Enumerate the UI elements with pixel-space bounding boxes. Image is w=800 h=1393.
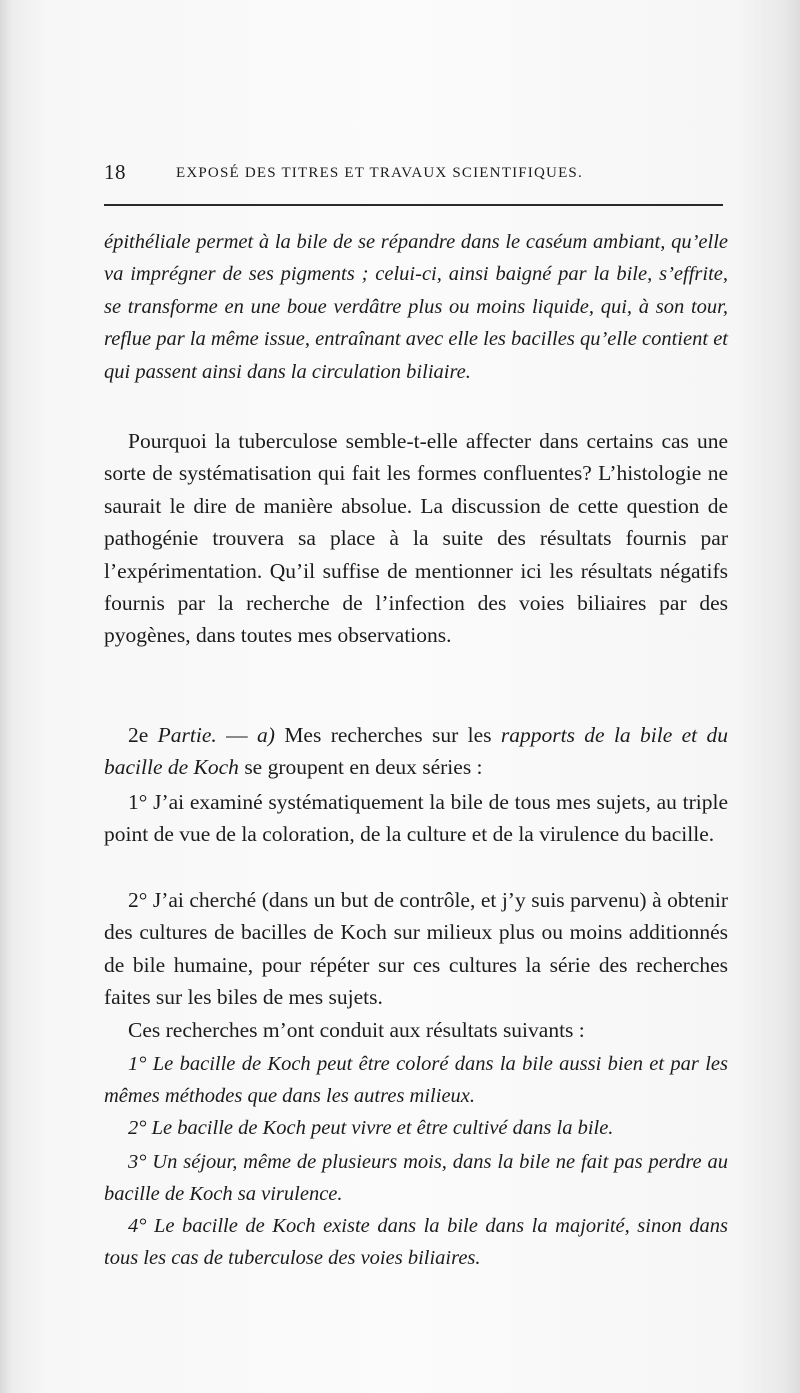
part-number: 2e — [128, 723, 149, 747]
paragraph-series-two: 2° J’ai cherché (dans un but de contrôle, et j’y suis parvenu) à obtenir des cultures de bacilles de Koch sur milieux plus ou moins additionnés de bile humaine, pour répéter sur ces cultures la série des recherches faites sur les biles de mes sujets. — [104, 888, 728, 1010]
result-item-4: 4° Le bacille de Koch existe dans la bile dans la majorité, sinon dans tous les cas de tuberculose des voies biliaires. — [104, 1215, 728, 1270]
paragraph-pathogeny: Pourquoi la tuberculose semble-t-elle affecter dans certains cas une sorte de systématisation qui fait les formes confluentes? L’histologie ne saurait le dire de manière absolue. La discussion de cette question de pathogénie trouvera sa place à la suite des résultats fournis par l’expérimentation. Qu’il suffise de mentionner ici les résultats négatifs fournis par la recherche de l’infection des voies biliaires par des pyogènes, dans toutes mes observations. — [104, 429, 728, 648]
paragraph-results-intro: Ces recherches m’ont conduit aux résultats suivants : — [128, 1018, 585, 1042]
part-text-b: se groupent en deux séries : — [238, 755, 483, 780]
running-head: EXPOSÉ DES TITRES ET TRAVAUX SCIENTIFIQUES. — [176, 165, 583, 181]
part-dash: — — [216, 723, 258, 747]
paragraph-continuation: épithéliale permet à la bile de se répandre dans le caséum ambiant, qu’elle va imprégner de ses pigments ; celui-ci, ainsi baigné par la bile, s’effrite, se transforme en une boue verdâtre plus ou moins liquide, qui, à son tour, reflue par la même issue, entraînant avec elle les bacilles qu’elle contient et qui passent ainsi dans la circulation biliaire. — [104, 231, 728, 383]
part-text-a: Mes recherches sur les — [274, 723, 501, 747]
paragraph-part-two — [104, 719, 728, 784]
result-item-2: 2° Le bacille de Koch peut vivre et être cultivé dans la bile. — [128, 1117, 614, 1139]
header-rule — [104, 204, 723, 206]
part-label: Partie. — [157, 723, 217, 747]
part-letter: a) — [257, 723, 275, 747]
part-italic-phrase: rapports de la bile et du bacille de Koch — [104, 723, 729, 780]
paragraph-series-one: 1° J’ai examiné systématiquement la bile de tous mes sujets, au triple point de vue de la coloration, de la culture et de la virulence du bacille. — [104, 790, 728, 847]
page-header — [104, 158, 724, 190]
result-item-1: 1° Le bacille de Koch peut être coloré dans la bile aussi bien et par les mêmes méthodes que dans les autres milieux. — [104, 1053, 728, 1108]
page-number: 18 — [104, 160, 126, 184]
result-item-3: 3° Un séjour, même de plusieurs mois, dans la bile ne fait pas perdre au bacille de Koch sa virulence. — [104, 1151, 728, 1206]
